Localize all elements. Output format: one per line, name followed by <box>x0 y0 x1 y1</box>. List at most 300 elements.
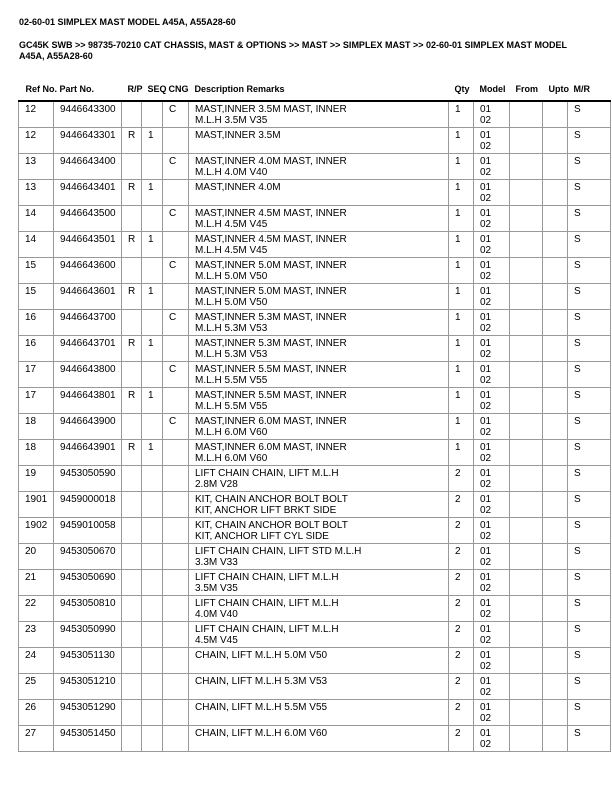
cell-upto <box>543 309 568 335</box>
cell-upto <box>543 699 568 725</box>
cell-mr: S <box>568 413 611 439</box>
cell-ref: 15 <box>19 283 54 309</box>
cell-seq <box>142 257 163 283</box>
table-row <box>19 413 611 439</box>
cell-desc: KIT, CHAIN ANCHOR BOLT BOLT KIT, ANCHOR LIFT CYL SIDE <box>189 517 449 543</box>
table-row <box>19 179 611 205</box>
cell-model: 01 02 <box>474 387 510 413</box>
cell-part: 9446643900 <box>54 413 122 439</box>
cell-part: 9453051130 <box>54 647 122 673</box>
cell-model: 01 02 <box>474 361 510 387</box>
cell-from <box>510 725 543 751</box>
cell-model: 01 02 <box>474 335 510 361</box>
cell-upto <box>543 595 568 621</box>
cell-model: 01 02 <box>474 257 510 283</box>
cell-ref: 12 <box>19 127 54 153</box>
cell-part: 9453051450 <box>54 725 122 751</box>
col-header-ref-no: Ref No. <box>19 84 54 101</box>
cell-cng: C <box>163 153 189 179</box>
cell-part: 9453051210 <box>54 673 122 699</box>
cell-seq <box>142 413 163 439</box>
cell-cng: C <box>163 205 189 231</box>
table-row <box>19 699 611 725</box>
cell-part: 9453050670 <box>54 543 122 569</box>
cell-qty: 2 <box>449 621 474 647</box>
table-row <box>19 439 611 465</box>
parts-table <box>18 84 611 752</box>
cell-desc: MAST,INNER 4.0M MAST, INNER M.L.H 4.0M V40 <box>189 153 449 179</box>
cell-part: 9446643501 <box>54 231 122 257</box>
cell-from <box>510 309 543 335</box>
cell-desc: MAST,INNER 3.5M <box>189 127 449 153</box>
cell-qty: 1 <box>449 153 474 179</box>
cell-ref: 18 <box>19 413 54 439</box>
parts-table-body <box>19 101 611 751</box>
cell-cng <box>163 543 189 569</box>
cell-rp <box>122 205 142 231</box>
cell-desc: MAST,INNER 6.0M MAST, INNER M.L.H 6.0M V60 <box>189 439 449 465</box>
cell-ref: 17 <box>19 387 54 413</box>
cell-desc: MAST,INNER 5.3M MAST, INNER M.L.H 5.3M V53 <box>189 309 449 335</box>
table-row <box>19 673 611 699</box>
cell-seq <box>142 517 163 543</box>
cell-seq: 1 <box>142 439 163 465</box>
cell-desc: LIFT CHAIN CHAIN, LIFT M.L.H 2.8M V28 <box>189 465 449 491</box>
cell-seq <box>142 595 163 621</box>
cell-model: 01 02 <box>474 127 510 153</box>
table-row <box>19 569 611 595</box>
cell-qty: 1 <box>449 205 474 231</box>
cell-model: 01 02 <box>474 647 510 673</box>
cell-ref: 1901 <box>19 491 54 517</box>
cell-qty: 2 <box>449 699 474 725</box>
cell-upto <box>543 179 568 205</box>
cell-cng <box>163 491 189 517</box>
cell-mr: S <box>568 387 611 413</box>
cell-ref: 15 <box>19 257 54 283</box>
cell-cng <box>163 335 189 361</box>
cell-upto <box>543 413 568 439</box>
cell-qty: 1 <box>449 283 474 309</box>
cell-rp <box>122 543 142 569</box>
cell-upto <box>543 543 568 569</box>
cell-cng <box>163 439 189 465</box>
cell-model: 01 02 <box>474 543 510 569</box>
cell-part: 9446643800 <box>54 361 122 387</box>
table-row <box>19 101 611 127</box>
cell-model: 01 02 <box>474 595 510 621</box>
cell-mr: S <box>568 231 611 257</box>
breadcrumb-line-1: GC45K SWB >> 98735-70210 CAT CHASSIS, MAST & OPTIONS >> MAST >> SIMPLEX MAST >> 02-60-01 SIMPLEX MAST MODEL <box>19 40 567 50</box>
cell-from <box>510 361 543 387</box>
cell-model: 01 02 <box>474 725 510 751</box>
cell-model: 01 02 <box>474 413 510 439</box>
cell-part: 9446643700 <box>54 309 122 335</box>
cell-part: 9446643301 <box>54 127 122 153</box>
cell-upto <box>543 283 568 309</box>
cell-qty: 2 <box>449 647 474 673</box>
cell-from <box>510 491 543 517</box>
cell-mr: S <box>568 335 611 361</box>
cell-from <box>510 517 543 543</box>
cell-qty: 1 <box>449 179 474 205</box>
table-row <box>19 309 611 335</box>
cell-ref: 24 <box>19 647 54 673</box>
table-row <box>19 361 611 387</box>
cell-mr: S <box>568 725 611 751</box>
cell-cng <box>163 569 189 595</box>
cell-rp <box>122 257 142 283</box>
cell-model: 01 02 <box>474 153 510 179</box>
cell-upto <box>543 439 568 465</box>
cell-from <box>510 595 543 621</box>
cell-cng: C <box>163 361 189 387</box>
cell-part: 9453050990 <box>54 621 122 647</box>
cell-desc: LIFT CHAIN CHAIN, LIFT M.L.H 4.5M V45 <box>189 621 449 647</box>
cell-part: 9446643401 <box>54 179 122 205</box>
cell-rp <box>122 725 142 751</box>
cell-rp <box>122 491 142 517</box>
cell-ref: 14 <box>19 231 54 257</box>
cell-ref: 25 <box>19 673 54 699</box>
cell-desc: CHAIN, LIFT M.L.H 5.3M V53 <box>189 673 449 699</box>
cell-cng: C <box>163 101 189 127</box>
cell-mr: S <box>568 517 611 543</box>
cell-model: 01 02 <box>474 491 510 517</box>
cell-cng: C <box>163 309 189 335</box>
col-header-part-no: Part No. <box>54 84 122 101</box>
cell-model: 01 02 <box>474 517 510 543</box>
cell-rp <box>122 595 142 621</box>
cell-rp: R <box>122 335 142 361</box>
cell-rp <box>122 101 142 127</box>
cell-qty: 1 <box>449 101 474 127</box>
cell-upto <box>543 725 568 751</box>
cell-desc: LIFT CHAIN CHAIN, LIFT M.L.H 3.5M V35 <box>189 569 449 595</box>
cell-part: 9446643701 <box>54 335 122 361</box>
cell-mr: S <box>568 699 611 725</box>
cell-cng <box>163 517 189 543</box>
cell-model: 01 02 <box>474 101 510 127</box>
cell-mr: S <box>568 621 611 647</box>
col-header-mr: M/R <box>568 84 611 101</box>
cell-rp: R <box>122 231 142 257</box>
cell-upto <box>543 491 568 517</box>
cell-desc: MAST,INNER 5.0M MAST, INNER M.L.H 5.0M V50 <box>189 257 449 283</box>
cell-ref: 12 <box>19 101 54 127</box>
cell-ref: 17 <box>19 361 54 387</box>
table-row <box>19 257 611 283</box>
cell-cng <box>163 647 189 673</box>
cell-qty: 1 <box>449 335 474 361</box>
cell-ref: 13 <box>19 153 54 179</box>
cell-ref: 20 <box>19 543 54 569</box>
cell-cng <box>163 699 189 725</box>
cell-rp: R <box>122 283 142 309</box>
cell-upto <box>543 621 568 647</box>
cell-rp <box>122 699 142 725</box>
cell-cng <box>163 127 189 153</box>
cell-desc: MAST,INNER 5.5M MAST, INNER M.L.H 5.5M V55 <box>189 387 449 413</box>
cell-part: 9446643500 <box>54 205 122 231</box>
table-row <box>19 543 611 569</box>
cell-upto <box>543 335 568 361</box>
cell-ref: 13 <box>19 179 54 205</box>
cell-desc: MAST,INNER 4.5M MAST, INNER M.L.H 4.5M V45 <box>189 205 449 231</box>
cell-seq <box>142 569 163 595</box>
cell-part: 9453050690 <box>54 569 122 595</box>
cell-desc: MAST,INNER 5.5M MAST, INNER M.L.H 5.5M V55 <box>189 361 449 387</box>
table-row <box>19 465 611 491</box>
cell-rp: R <box>122 387 142 413</box>
cell-model: 01 02 <box>474 205 510 231</box>
cell-desc: MAST,INNER 6.0M MAST, INNER M.L.H 6.0M V60 <box>189 413 449 439</box>
cell-qty: 2 <box>449 543 474 569</box>
cell-rp <box>122 517 142 543</box>
cell-part: 9453050590 <box>54 465 122 491</box>
cell-seq <box>142 673 163 699</box>
table-row <box>19 231 611 257</box>
cell-ref: 19 <box>19 465 54 491</box>
cell-qty: 2 <box>449 595 474 621</box>
cell-rp <box>122 621 142 647</box>
parts-table-header <box>19 84 611 101</box>
cell-seq <box>142 647 163 673</box>
cell-from <box>510 621 543 647</box>
cell-rp <box>122 309 142 335</box>
cell-part: 9446643600 <box>54 257 122 283</box>
cell-mr: S <box>568 179 611 205</box>
cell-from <box>510 413 543 439</box>
cell-from <box>510 647 543 673</box>
cell-mr: S <box>568 595 611 621</box>
cell-upto <box>543 465 568 491</box>
table-row <box>19 153 611 179</box>
cell-upto <box>543 569 568 595</box>
cell-desc: CHAIN, LIFT M.L.H 6.0M V60 <box>189 725 449 751</box>
cell-from <box>510 179 543 205</box>
cell-mr: S <box>568 283 611 309</box>
cell-model: 01 02 <box>474 231 510 257</box>
cell-desc: CHAIN, LIFT M.L.H 5.5M V55 <box>189 699 449 725</box>
cell-cng: C <box>163 257 189 283</box>
cell-seq: 1 <box>142 179 163 205</box>
cell-seq: 1 <box>142 335 163 361</box>
cell-cng <box>163 621 189 647</box>
cell-upto <box>543 257 568 283</box>
cell-qty: 2 <box>449 569 474 595</box>
table-row <box>19 205 611 231</box>
cell-rp <box>122 361 142 387</box>
cell-rp <box>122 673 142 699</box>
cell-qty: 1 <box>449 231 474 257</box>
cell-cng <box>163 231 189 257</box>
cell-qty: 2 <box>449 725 474 751</box>
cell-part: 9459010058 <box>54 517 122 543</box>
cell-seq: 1 <box>142 387 163 413</box>
cell-rp: R <box>122 127 142 153</box>
cell-seq: 1 <box>142 283 163 309</box>
col-header-rp: R/P <box>122 84 142 101</box>
cell-model: 01 02 <box>474 309 510 335</box>
col-header-qty: Qty <box>449 84 474 101</box>
cell-upto <box>543 153 568 179</box>
col-header-upto: Upto <box>543 84 568 101</box>
cell-seq <box>142 101 163 127</box>
cell-mr: S <box>568 153 611 179</box>
col-header-description-remarks: Description Remarks <box>189 84 449 101</box>
cell-desc: LIFT CHAIN CHAIN, LIFT M.L.H 4.0M V40 <box>189 595 449 621</box>
cell-qty: 1 <box>449 413 474 439</box>
cell-rp <box>122 647 142 673</box>
cell-upto <box>543 517 568 543</box>
cell-model: 01 02 <box>474 673 510 699</box>
cell-from <box>510 569 543 595</box>
cell-rp <box>122 465 142 491</box>
cell-ref: 23 <box>19 621 54 647</box>
cell-seq <box>142 361 163 387</box>
cell-from <box>510 465 543 491</box>
cell-from <box>510 543 543 569</box>
cell-seq <box>142 725 163 751</box>
table-row <box>19 491 611 517</box>
cell-seq <box>142 465 163 491</box>
cell-seq: 1 <box>142 231 163 257</box>
cell-rp: R <box>122 179 142 205</box>
table-row <box>19 621 611 647</box>
cell-ref: 21 <box>19 569 54 595</box>
cell-part: 9453050810 <box>54 595 122 621</box>
cell-model: 01 02 <box>474 439 510 465</box>
cell-from <box>510 153 543 179</box>
cell-desc: MAST,INNER 4.0M <box>189 179 449 205</box>
cell-from <box>510 699 543 725</box>
cell-from <box>510 205 543 231</box>
table-row <box>19 725 611 751</box>
cell-qty: 1 <box>449 361 474 387</box>
cell-upto <box>543 361 568 387</box>
cell-part: 9446643901 <box>54 439 122 465</box>
cell-from <box>510 387 543 413</box>
cell-desc: MAST,INNER 4.5M MAST, INNER M.L.H 4.5M V45 <box>189 231 449 257</box>
cell-from <box>510 231 543 257</box>
cell-seq <box>142 205 163 231</box>
cell-qty: 2 <box>449 465 474 491</box>
cell-mr: S <box>568 257 611 283</box>
cell-part: 9446643400 <box>54 153 122 179</box>
cell-mr: S <box>568 569 611 595</box>
cell-desc: MAST,INNER 5.3M MAST, INNER M.L.H 5.3M V53 <box>189 335 449 361</box>
cell-cng <box>163 725 189 751</box>
table-row <box>19 517 611 543</box>
cell-upto <box>543 127 568 153</box>
cell-ref: 26 <box>19 699 54 725</box>
cell-seq <box>142 153 163 179</box>
cell-model: 01 02 <box>474 569 510 595</box>
breadcrumb-line-2: A45A, A55A28-60 <box>19 50 93 61</box>
cell-part: 9453051290 <box>54 699 122 725</box>
cell-desc: KIT, CHAIN ANCHOR BOLT BOLT KIT, ANCHOR LIFT BRKT SIDE <box>189 491 449 517</box>
cell-mr: S <box>568 101 611 127</box>
page-title: 02-60-01 SIMPLEX MAST MODEL A45A, A55A28-60 <box>19 17 236 27</box>
cell-seq <box>142 309 163 335</box>
cell-desc: MAST,INNER 5.0M MAST, INNER M.L.H 5.0M V50 <box>189 283 449 309</box>
cell-cng <box>163 465 189 491</box>
cell-part: 9446643601 <box>54 283 122 309</box>
cell-upto <box>543 231 568 257</box>
table-row <box>19 387 611 413</box>
cell-desc: LIFT CHAIN CHAIN, LIFT STD M.L.H 3.3M V33 <box>189 543 449 569</box>
table-row <box>19 595 611 621</box>
cell-mr: S <box>568 543 611 569</box>
cell-mr: S <box>568 309 611 335</box>
table-row <box>19 127 611 153</box>
header-row <box>19 84 611 101</box>
cell-mr: S <box>568 127 611 153</box>
cell-upto <box>543 387 568 413</box>
cell-from <box>510 283 543 309</box>
cell-ref: 16 <box>19 309 54 335</box>
cell-mr: S <box>568 491 611 517</box>
cell-mr: S <box>568 673 611 699</box>
cell-ref: 18 <box>19 439 54 465</box>
cell-from <box>510 439 543 465</box>
cell-mr: S <box>568 465 611 491</box>
cell-seq <box>142 491 163 517</box>
cell-part: 9446643300 <box>54 101 122 127</box>
cell-ref: 22 <box>19 595 54 621</box>
col-header-from: From <box>510 84 543 101</box>
cell-mr: S <box>568 647 611 673</box>
cell-seq <box>142 699 163 725</box>
cell-upto <box>543 673 568 699</box>
cell-ref: 16 <box>19 335 54 361</box>
cell-model: 01 02 <box>474 621 510 647</box>
cell-desc: CHAIN, LIFT M.L.H 5.0M V50 <box>189 647 449 673</box>
cell-from <box>510 257 543 283</box>
cell-qty: 2 <box>449 517 474 543</box>
cell-qty: 1 <box>449 439 474 465</box>
cell-cng <box>163 595 189 621</box>
cell-seq <box>142 621 163 647</box>
cell-qty: 1 <box>449 309 474 335</box>
cell-from <box>510 673 543 699</box>
cell-model: 01 02 <box>474 465 510 491</box>
cell-qty: 1 <box>449 127 474 153</box>
cell-ref: 1902 <box>19 517 54 543</box>
cell-ref: 14 <box>19 205 54 231</box>
cell-mr: S <box>568 439 611 465</box>
cell-qty: 2 <box>449 491 474 517</box>
cell-upto <box>543 101 568 127</box>
cell-ref: 27 <box>19 725 54 751</box>
cell-part: 9459000018 <box>54 491 122 517</box>
cell-seq <box>142 543 163 569</box>
table-row <box>19 283 611 309</box>
cell-upto <box>543 205 568 231</box>
cell-model: 01 02 <box>474 699 510 725</box>
cell-part: 9446643801 <box>54 387 122 413</box>
cell-cng: C <box>163 413 189 439</box>
cell-rp <box>122 153 142 179</box>
cell-rp: R <box>122 439 142 465</box>
cell-mr: S <box>568 361 611 387</box>
cell-cng <box>163 673 189 699</box>
cell-qty: 1 <box>449 257 474 283</box>
cell-from <box>510 101 543 127</box>
cell-from <box>510 335 543 361</box>
breadcrumb <box>19 40 602 61</box>
